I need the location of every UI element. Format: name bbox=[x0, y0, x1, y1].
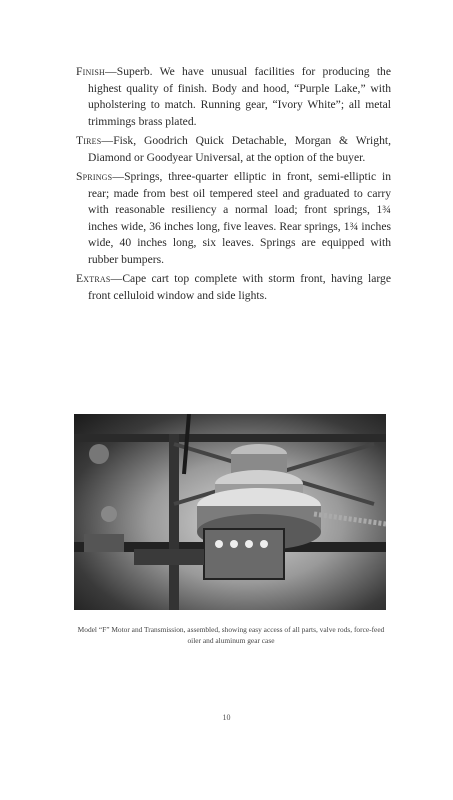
tires-text: Fisk, Goodrich Quick Detachable, Morgan & Wright, Diamond or Goodyear Universal, at the option of the buyer. bbox=[88, 134, 391, 164]
finish-entry bbox=[76, 64, 391, 130]
motor-illustration bbox=[74, 414, 386, 610]
page-number: 10 bbox=[222, 713, 231, 722]
specifications-text bbox=[76, 64, 391, 307]
tires-term: Tires — bbox=[76, 134, 113, 147]
tires-entry bbox=[76, 133, 391, 166]
motor-transmission-photo bbox=[74, 414, 386, 610]
photo-caption: Model “F” Motor and Transmission, assembled, showing easy access of all parts, valve rods, force-feed oiler and aluminum gear case bbox=[77, 625, 385, 645]
finish-term: Finish — bbox=[76, 65, 117, 78]
springs-entry bbox=[76, 169, 391, 268]
springs-term: Springs — bbox=[76, 170, 124, 183]
extras-entry bbox=[76, 271, 391, 304]
springs-text: Springs, three-quarter elliptic in front, semi-elliptic in rear; made from best oil tempered steel and graduated to carry with reasonable resiliency a normal load; front springs, 1¾ inches wide, 36 inches long, five leaves. Rear springs, 1¾ inches wide, 40 inches long, six leaves. Springs are equipped with rubber bumpers. bbox=[88, 170, 391, 266]
finish-text: Superb. We have unusual facilities for producing the highest quality of finish. Body and hood, “Purple Lake,” with upholstering to match. Running gear, “Ivory White”; all metal trimmings brass plated. bbox=[88, 65, 391, 128]
extras-term: Extras — bbox=[76, 272, 122, 285]
extras-text: Cape cart top complete with storm front, having large front celluloid window and side lights. bbox=[88, 272, 391, 302]
